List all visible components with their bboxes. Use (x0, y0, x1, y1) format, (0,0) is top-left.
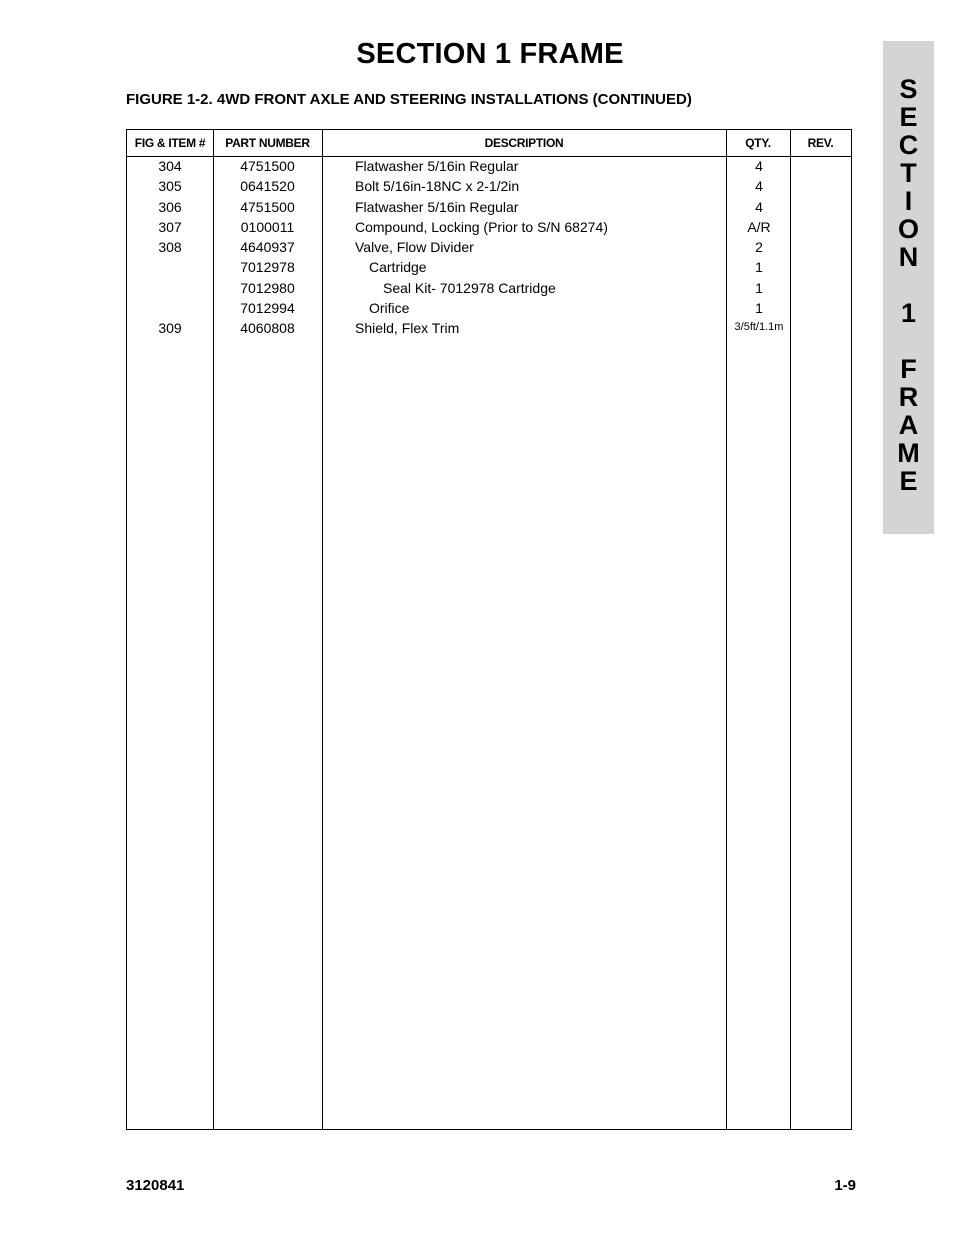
description-cell: Flatwasher 5/16in Regular (355, 158, 519, 174)
side-tab-letter (883, 327, 934, 355)
side-tab-letter: F (900, 354, 917, 384)
part-number-cell: 4751500 (240, 198, 295, 215)
description-cell: Flatwasher 5/16in Regular (355, 198, 519, 215)
description-cell: Valve, Flow Divider (355, 239, 474, 256)
fig-item-cell: 304 (158, 158, 182, 174)
part-number-cell: 4751500 (240, 158, 295, 174)
qty-cell: 1 (755, 279, 763, 296)
table-row (127, 279, 851, 299)
table-row (127, 238, 851, 258)
column-header-part-number: PART NUMBER (225, 136, 310, 150)
qty-cell: 4 (755, 198, 763, 215)
description-cell: Orifice (369, 300, 410, 317)
fig-item-cell: 305 (158, 178, 182, 195)
qty-cell: 4 (755, 158, 763, 174)
description-cell: Seal Kit- 7012978 Cartridge (383, 279, 556, 296)
part-number-cell: 0641520 (240, 178, 295, 195)
qty-cell: 3/5ft/1.1m (734, 321, 784, 334)
side-tab-letter: C (898, 130, 919, 160)
part-number-cell: 4640937 (240, 239, 295, 256)
table-body (127, 157, 851, 340)
column-header-fig-item: FIG & ITEM # (134, 136, 206, 150)
fig-item-cell: 309 (158, 320, 182, 337)
qty-cell: 1 (755, 259, 763, 276)
page-number: 1-9 (834, 1177, 856, 1194)
qty-cell: A/R (747, 218, 771, 235)
side-tab-letter: M (897, 438, 920, 468)
table-row (127, 157, 851, 177)
side-tab-letter: 1 (900, 298, 917, 328)
side-tab-letter (883, 271, 934, 299)
qty-cell: 4 (755, 178, 763, 195)
side-tab-letter: S (899, 74, 918, 104)
table-row (127, 319, 851, 339)
fig-item-cell: 307 (158, 218, 182, 235)
description-cell: Compound, Locking (Prior to S/N 68274) (355, 218, 608, 235)
side-tab-letter: O (897, 214, 919, 244)
part-number-cell: 7012980 (240, 279, 295, 296)
side-tab-letter: E (899, 466, 918, 496)
description-cell: Shield, Flex Trim (355, 320, 460, 337)
column-header-rev: REV. (807, 136, 834, 150)
table-row (127, 258, 851, 278)
page-title: SECTION 1 FRAME (356, 38, 624, 70)
fig-item-cell: 306 (158, 198, 182, 215)
part-number-cell: 7012978 (240, 259, 295, 276)
side-tab-letters (883, 75, 934, 495)
description-cell: Cartridge (369, 259, 427, 276)
fig-item-cell: 308 (158, 239, 182, 256)
part-number-cell: 0100011 (240, 218, 295, 235)
column-header-description: DESCRIPTION (484, 136, 564, 150)
part-number-cell: 7012994 (240, 300, 295, 317)
table-row (127, 299, 851, 319)
figure-title: FIGURE 1-2. 4WD FRONT AXLE AND STEERING INSTALLATIONS (CONTINUED) (126, 91, 692, 108)
part-number-cell: 4060808 (240, 320, 295, 337)
side-tab-letter: E (899, 102, 918, 132)
table-row (127, 177, 851, 197)
side-tab-letter: N (898, 242, 919, 272)
parts-table (126, 129, 852, 1130)
document-number: 3120841 (126, 1177, 185, 1194)
description-cell: Bolt 5/16in-18NC x 2-1/2in (355, 178, 520, 195)
side-tab-letter: I (904, 186, 913, 216)
qty-cell: 2 (755, 239, 763, 256)
side-tab-letter: R (898, 382, 919, 412)
column-header-qty: QTY. (745, 136, 771, 150)
qty-cell: 1 (755, 300, 763, 317)
table-row (127, 218, 851, 238)
side-tab-letter: T (900, 158, 917, 188)
section-side-tab (883, 41, 934, 534)
table-row (127, 198, 851, 218)
side-tab-letter: A (898, 410, 919, 440)
